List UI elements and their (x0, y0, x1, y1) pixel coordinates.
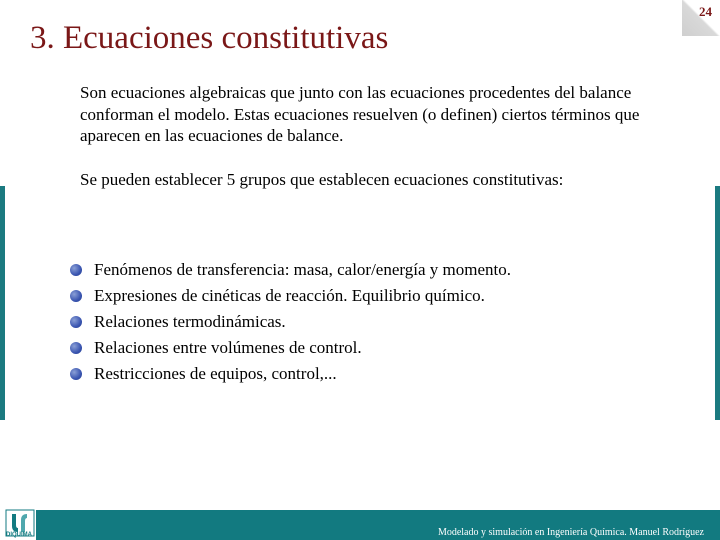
list-item-text: Relaciones entre volúmenes de control. (94, 338, 362, 357)
left-accent-bar (0, 186, 5, 420)
footer-text: Modelado y simulación en Ingeniería Química. Manuel Rodríguez (437, 527, 704, 538)
list-item-text: Relaciones termodinámicas. (94, 312, 286, 331)
list-item (70, 361, 511, 387)
page-number: 24 (699, 4, 712, 19)
bullet-list (70, 257, 511, 387)
lead-paragraph: Se pueden establecer 5 grupos que establecen ecuaciones constitutivas: (80, 170, 564, 189)
bullet-dot-icon (70, 290, 82, 302)
footer-bar (36, 510, 720, 540)
intro-paragraph: Son ecuaciones algebraicas que junto con las ecuaciones procedentes del balance conforman el modelo. Estas ecuaciones resuelven (o definen) ciertos términos que aparecen en las ecuaciones de balance. (80, 83, 640, 145)
list-item (70, 309, 511, 335)
list-item-text: Expresiones de cinéticas de reacción. Equilibrio químico. (94, 286, 485, 305)
list-item (70, 283, 511, 309)
list-item-text: Restricciones de equipos, control,... (94, 364, 337, 383)
bullet-dot-icon (70, 342, 82, 354)
right-accent-bar (715, 186, 720, 420)
list-item (70, 257, 511, 283)
list-item (70, 335, 511, 361)
bullet-dot-icon (70, 368, 82, 380)
logo-label: DIQUIMA (6, 532, 32, 538)
slide-title: 3. Ecuaciones constitutivas (30, 20, 389, 56)
bullet-dot-icon (70, 264, 82, 276)
list-item-text: Fenómenos de transferencia: masa, calor/energía y momento. (94, 260, 511, 279)
bullet-dot-icon (70, 316, 82, 328)
